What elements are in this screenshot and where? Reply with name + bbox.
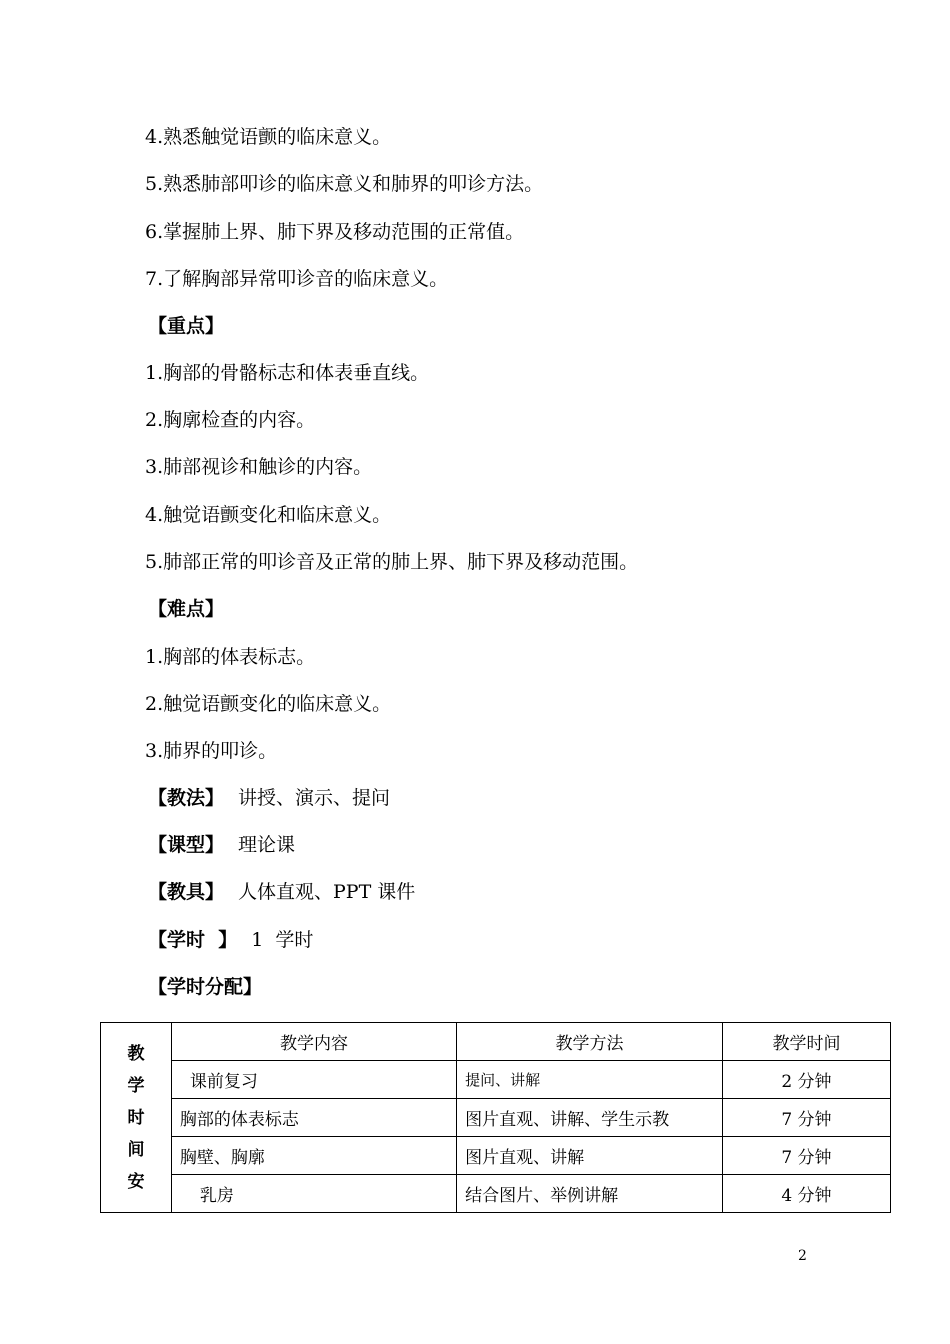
cell-time: 2 分钟: [722, 1061, 890, 1099]
cell-method: 提问、讲解: [457, 1061, 723, 1099]
side-label-char: 间: [127, 1139, 145, 1160]
teaching-aids-row: [148, 880, 415, 904]
difficulty-item: 2.触觉语颤变化的临床意义。: [145, 693, 392, 715]
lesson-type-heading: 【课型】: [148, 834, 225, 856]
side-label-char: 安: [127, 1171, 145, 1192]
table-header-row: [101, 1023, 891, 1061]
key-point-item: 1.胸部的骨骼标志和体表垂直线。: [145, 362, 430, 384]
cell-method: 图片直观、讲解: [457, 1137, 723, 1175]
header-time: 教学时间: [722, 1023, 890, 1061]
side-label-cell: [101, 1023, 172, 1213]
cell-content: 课前复习: [171, 1061, 456, 1099]
page-number: 2: [798, 1248, 807, 1264]
side-label-char: 教: [127, 1043, 145, 1064]
lesson-type-value: 理论课: [238, 834, 296, 856]
key-point-item: 4.触觉语颤变化和临床意义。: [145, 504, 392, 526]
teaching-aids-value: 人体直观、PPT 课件: [238, 881, 416, 903]
hours-heading: 【学时 】: [148, 929, 238, 951]
side-label-char: 学: [127, 1075, 145, 1096]
objective-item-7: 7.了解胸部异常叩诊音的临床意义。: [145, 268, 449, 290]
header-method: 教学方法: [457, 1023, 723, 1061]
table-row: [101, 1099, 891, 1137]
teaching-method-value: 讲授、演示、提问: [238, 787, 391, 809]
cell-method: 结合图片、举例讲解: [457, 1175, 723, 1213]
objective-item-5: 5.熟悉肺部叩诊的临床意义和肺界的叩诊方法。: [145, 173, 544, 195]
difficulty-item: 3.肺界的叩诊。: [145, 740, 278, 762]
objective-item-6: 6.掌握肺上界、肺下界及移动范围的正常值。: [145, 221, 525, 243]
key-point-item: 2.胸廓检查的内容。: [145, 409, 316, 431]
cell-time: 7 分钟: [722, 1099, 890, 1137]
header-content: 教学内容: [171, 1023, 456, 1061]
hours-row: [148, 928, 313, 952]
hours-value: 1 学时: [251, 929, 314, 951]
objective-item-4: 4.熟悉触觉语颤的临床意义。: [145, 126, 392, 148]
cell-method: 图片直观、讲解、学生示教: [457, 1099, 723, 1137]
cell-content: 乳房: [171, 1175, 456, 1213]
side-label-char: 时: [127, 1107, 145, 1128]
schedule-table: [100, 1022, 891, 1213]
teaching-method-row: [148, 786, 390, 810]
difficulties-heading: 【难点】: [148, 598, 225, 620]
key-points-heading: 【重点】: [148, 315, 225, 337]
key-point-item: 3.肺部视诊和触诊的内容。: [145, 456, 373, 478]
table-row: [101, 1175, 891, 1213]
table-row: [101, 1137, 891, 1175]
cell-content: 胸部的体表标志: [171, 1099, 456, 1137]
difficulty-item: 1.胸部的体表标志。: [145, 646, 316, 668]
allocation-heading: 【学时分配】: [148, 976, 263, 998]
lesson-type-row: [148, 833, 295, 857]
cell-time: 7 分钟: [722, 1137, 890, 1175]
table-row: [101, 1061, 891, 1099]
cell-time: 4 分钟: [722, 1175, 890, 1213]
key-point-item: 5.肺部正常的叩诊音及正常的肺上界、肺下界及移动范围。: [145, 551, 639, 573]
cell-content: 胸壁、胸廓: [171, 1137, 456, 1175]
teaching-method-heading: 【教法】: [148, 787, 225, 809]
teaching-aids-heading: 【教具】: [148, 881, 225, 903]
